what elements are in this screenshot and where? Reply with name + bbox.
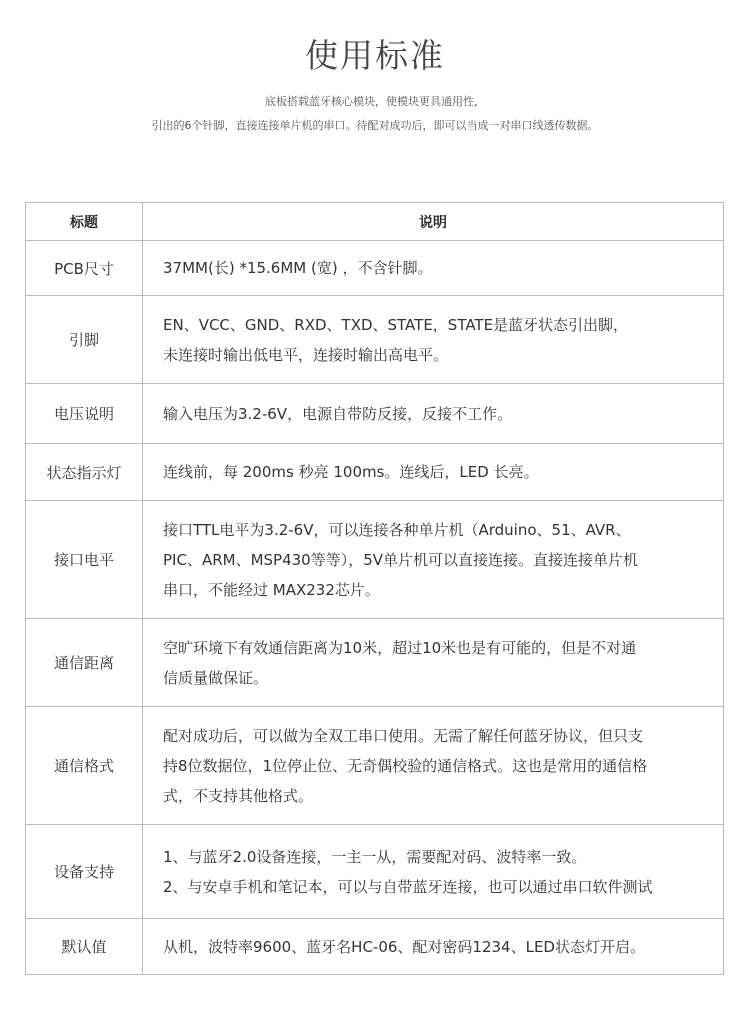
row-label: 引脚 [26, 296, 143, 384]
description-line: 持8位数据位，1位停止位、无奇偶校验的通信格式。这也是常用的通信格 [163, 756, 648, 775]
description-line: 连线前，每 200ms 秒亮 100ms。连线后，LED 长亮。 [163, 463, 539, 481]
row-description [143, 241, 724, 296]
table-row [26, 707, 724, 825]
row-label: 设备支持 [26, 825, 143, 919]
description-line: PIC、ARM、MSP430等等），5V单片机可以直接连接。直接连接单片机 [163, 550, 639, 569]
description-line: 信质量做保证。 [163, 668, 269, 687]
description-line: 接口TTL电平为3.2-6V，可以连接各种单片机（Arduino、51、AVR、 [163, 520, 631, 539]
table-row [26, 501, 724, 619]
spec-table [25, 202, 724, 975]
subtitle-line: 引出的6个针脚，直接连接单片机的串口。待配对成功后，即可以当成一对串口线透传数据。 [151, 119, 599, 132]
description-line: 串口，不能经过 MAX232芯片。 [163, 580, 380, 599]
description-line: 2、与安卓手机和笔记本，可以与自带蓝牙连接，也可以通过串口软件测试 [163, 877, 653, 896]
row-description [143, 296, 724, 384]
table-row [26, 619, 724, 707]
row-label: 接口电平 [26, 501, 143, 619]
description-line: 37MM(长) *15.6MM (宽) ，不含针脚。 [163, 259, 433, 277]
row-label: 通信格式 [26, 707, 143, 825]
row-description [143, 384, 724, 444]
header-title: 标题 [26, 203, 143, 241]
page-subtitle [0, 90, 750, 138]
description-line: 式，不支持其他格式。 [163, 786, 314, 805]
table-row [26, 444, 724, 501]
row-label: 状态指示灯 [26, 444, 143, 501]
row-description [143, 619, 724, 707]
description-line: 从机，波特率9600、蓝牙名HC-06、配对密码1234、LED状态灯开启。 [163, 937, 645, 956]
subtitle-line: 底板搭载蓝牙核心模块，使模块更具通用性， [265, 95, 485, 108]
row-description [143, 919, 724, 975]
description-line: 未连接时输出低电平，连接时输出高电平。 [163, 345, 449, 364]
row-description [143, 707, 724, 825]
description-line: 1、与蓝牙2.0设备连接，一主一从，需要配对码、波特率一致。 [163, 847, 587, 866]
row-description [143, 825, 724, 919]
row-description [143, 444, 724, 501]
header-description: 说明 [143, 203, 724, 241]
row-description [143, 501, 724, 619]
row-label: 电压说明 [26, 384, 143, 444]
row-label: 默认值 [26, 919, 143, 975]
page-title: 使用标准 [305, 36, 445, 75]
table-row [26, 919, 724, 975]
row-label: 通信距离 [26, 619, 143, 707]
table-row [26, 241, 724, 296]
table-row [26, 296, 724, 384]
table-row [26, 825, 724, 919]
row-label: PCB尺寸 [26, 241, 143, 296]
description-line: EN、VCC、GND、RXD、TXD、STATE，STATE是蓝牙状态引出脚， [163, 315, 629, 334]
description-line: 输入电压为3.2-6V，电源自带防反接，反接不工作。 [163, 404, 513, 423]
description-line: 配对成功后，可以做为全双工串口使用。无需了解任何蓝牙协议，但只支 [163, 726, 644, 745]
table-header-row [26, 203, 724, 241]
description-line: 空旷环境下有效通信距离为10米，超过10米也是有可能的，但是不对通 [163, 638, 637, 657]
table-row [26, 384, 724, 444]
page-header [0, 0, 750, 138]
table-body [26, 241, 724, 975]
